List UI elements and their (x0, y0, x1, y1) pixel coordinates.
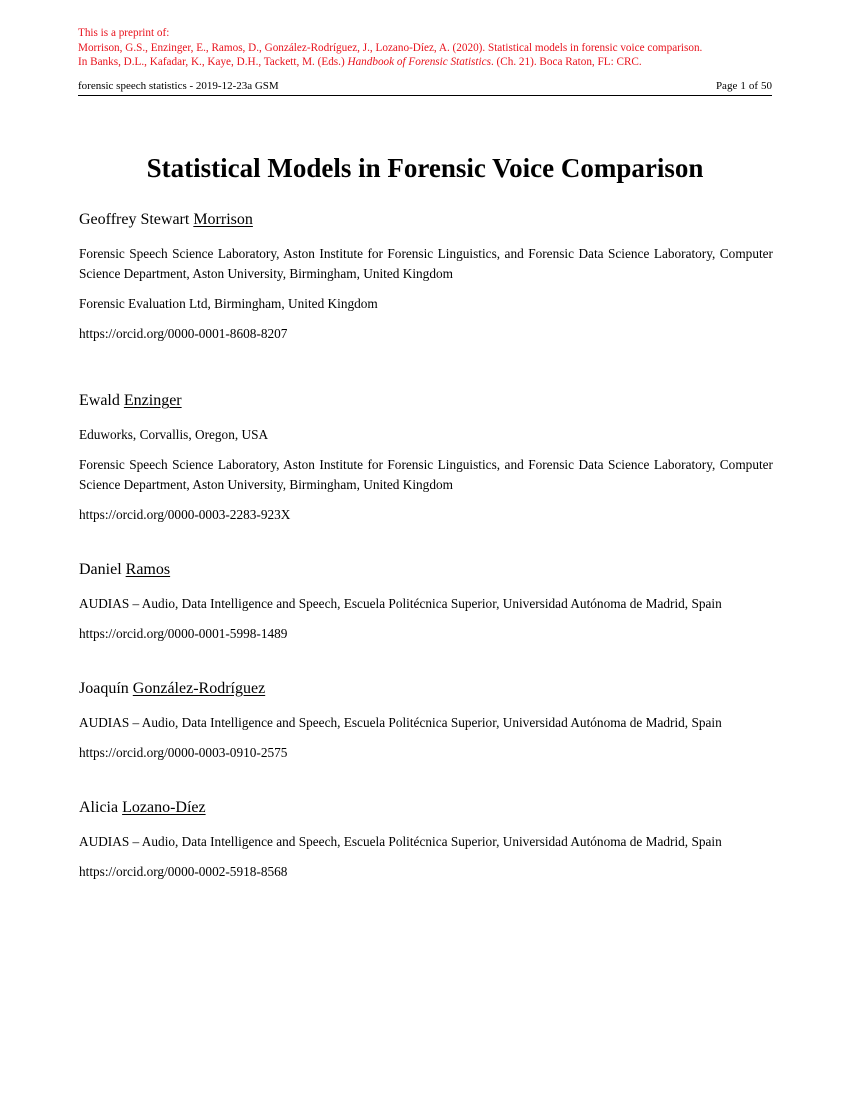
affiliation: Forensic Evaluation Ltd, Birmingham, United Kingdom (79, 296, 378, 311)
author-block-enzinger (79, 391, 773, 535)
paper-title: Statistical Models in Forensic Voice Comparison (146, 153, 704, 183)
affiliation: AUDIAS – Audio, Data Intelligence and Speech, Escuela Politécnica Superior, Universidad Autónoma de Madrid, Spain (79, 715, 722, 730)
affiliation: Eduworks, Corvallis, Oregon, USA (79, 427, 269, 442)
orcid-link[interactable]: https://orcid.org/0000-0002-5918-8568 (79, 864, 288, 879)
author-block-ramos (79, 560, 773, 654)
page-current: 1 (740, 80, 746, 92)
author-block-gonzalez-rodriguez (79, 679, 773, 773)
orcid-link[interactable]: https://orcid.org/0000-0003-0910-2575 (79, 745, 288, 760)
orcid-link[interactable]: https://orcid.org/0000-0001-8608-8207 (79, 326, 288, 341)
of-word: of (748, 80, 758, 92)
book-editors: In Banks, D.L., Kafadar, K., Kaye, D.H., Tackett, M. (Eds.) (78, 56, 348, 68)
author-family-name: Lozano-Díez (122, 799, 206, 816)
author-block-lozano-diez (79, 798, 773, 892)
preprint-citation: Morrison, G.S., Enzinger, E., Ramos, D., González-Rodríguez, J., Lozano-Díez, A. (2020). Statistical models in forensic voice comparison. (78, 41, 703, 54)
author-family-name: Ramos (125, 561, 171, 578)
author-given-name: Daniel (79, 561, 126, 578)
author-name (79, 798, 773, 818)
running-header-left: forensic speech statistics - 2019-12-23a GSM (78, 80, 279, 92)
page-word: Page (715, 80, 738, 92)
author-family-name: Enzinger (123, 392, 182, 409)
affiliation: Forensic Speech Science Laboratory, Aston Institute for Forensic Linguistics, and Forensic Data Science Laboratory, Computer Science Department, Aston University, Birmingham, United Kingdom (79, 246, 773, 281)
author-family-name: González-Rodríguez (132, 680, 266, 697)
author-given-name: Ewald (79, 392, 124, 409)
author-name (79, 560, 773, 580)
orcid-link[interactable]: https://orcid.org/0000-0003-2283-923X (79, 507, 291, 522)
page-total: 50 (761, 80, 772, 92)
page-number (716, 80, 772, 92)
orcid-link[interactable]: https://orcid.org/0000-0001-5998-1489 (79, 626, 288, 641)
author-family-name: Morrison (193, 211, 253, 228)
author-name (79, 391, 773, 411)
book-publisher: . (Ch. 21). Boca Raton, FL: CRC. (490, 56, 642, 68)
preprint-notice (78, 26, 778, 70)
affiliation: AUDIAS – Audio, Data Intelligence and Speech, Escuela Politécnica Superior, Universidad Autónoma de Madrid, Spain (79, 596, 722, 611)
affiliation: AUDIAS – Audio, Data Intelligence and Speech, Escuela Politécnica Superior, Universidad Autónoma de Madrid, Spain (79, 834, 722, 849)
running-header (78, 80, 772, 96)
author-given-name: Geoffrey Stewart (79, 211, 194, 228)
preprint-book-line (78, 55, 778, 70)
preprint-line-1: This is a preprint of: (78, 27, 170, 39)
author-name (79, 679, 773, 699)
affiliation: Forensic Speech Science Laboratory, Aston Institute for Forensic Linguistics, and Forensic Data Science Laboratory, Computer Science Department, Aston University, Birmingham, United Kingdom (79, 457, 773, 492)
book-title: Handbook of Forensic Statistics (347, 56, 491, 68)
author-name (79, 210, 773, 230)
author-block-morrison (79, 210, 773, 354)
author-given-name: Joaquín (79, 680, 133, 697)
author-given-name: Alicia (79, 799, 123, 816)
